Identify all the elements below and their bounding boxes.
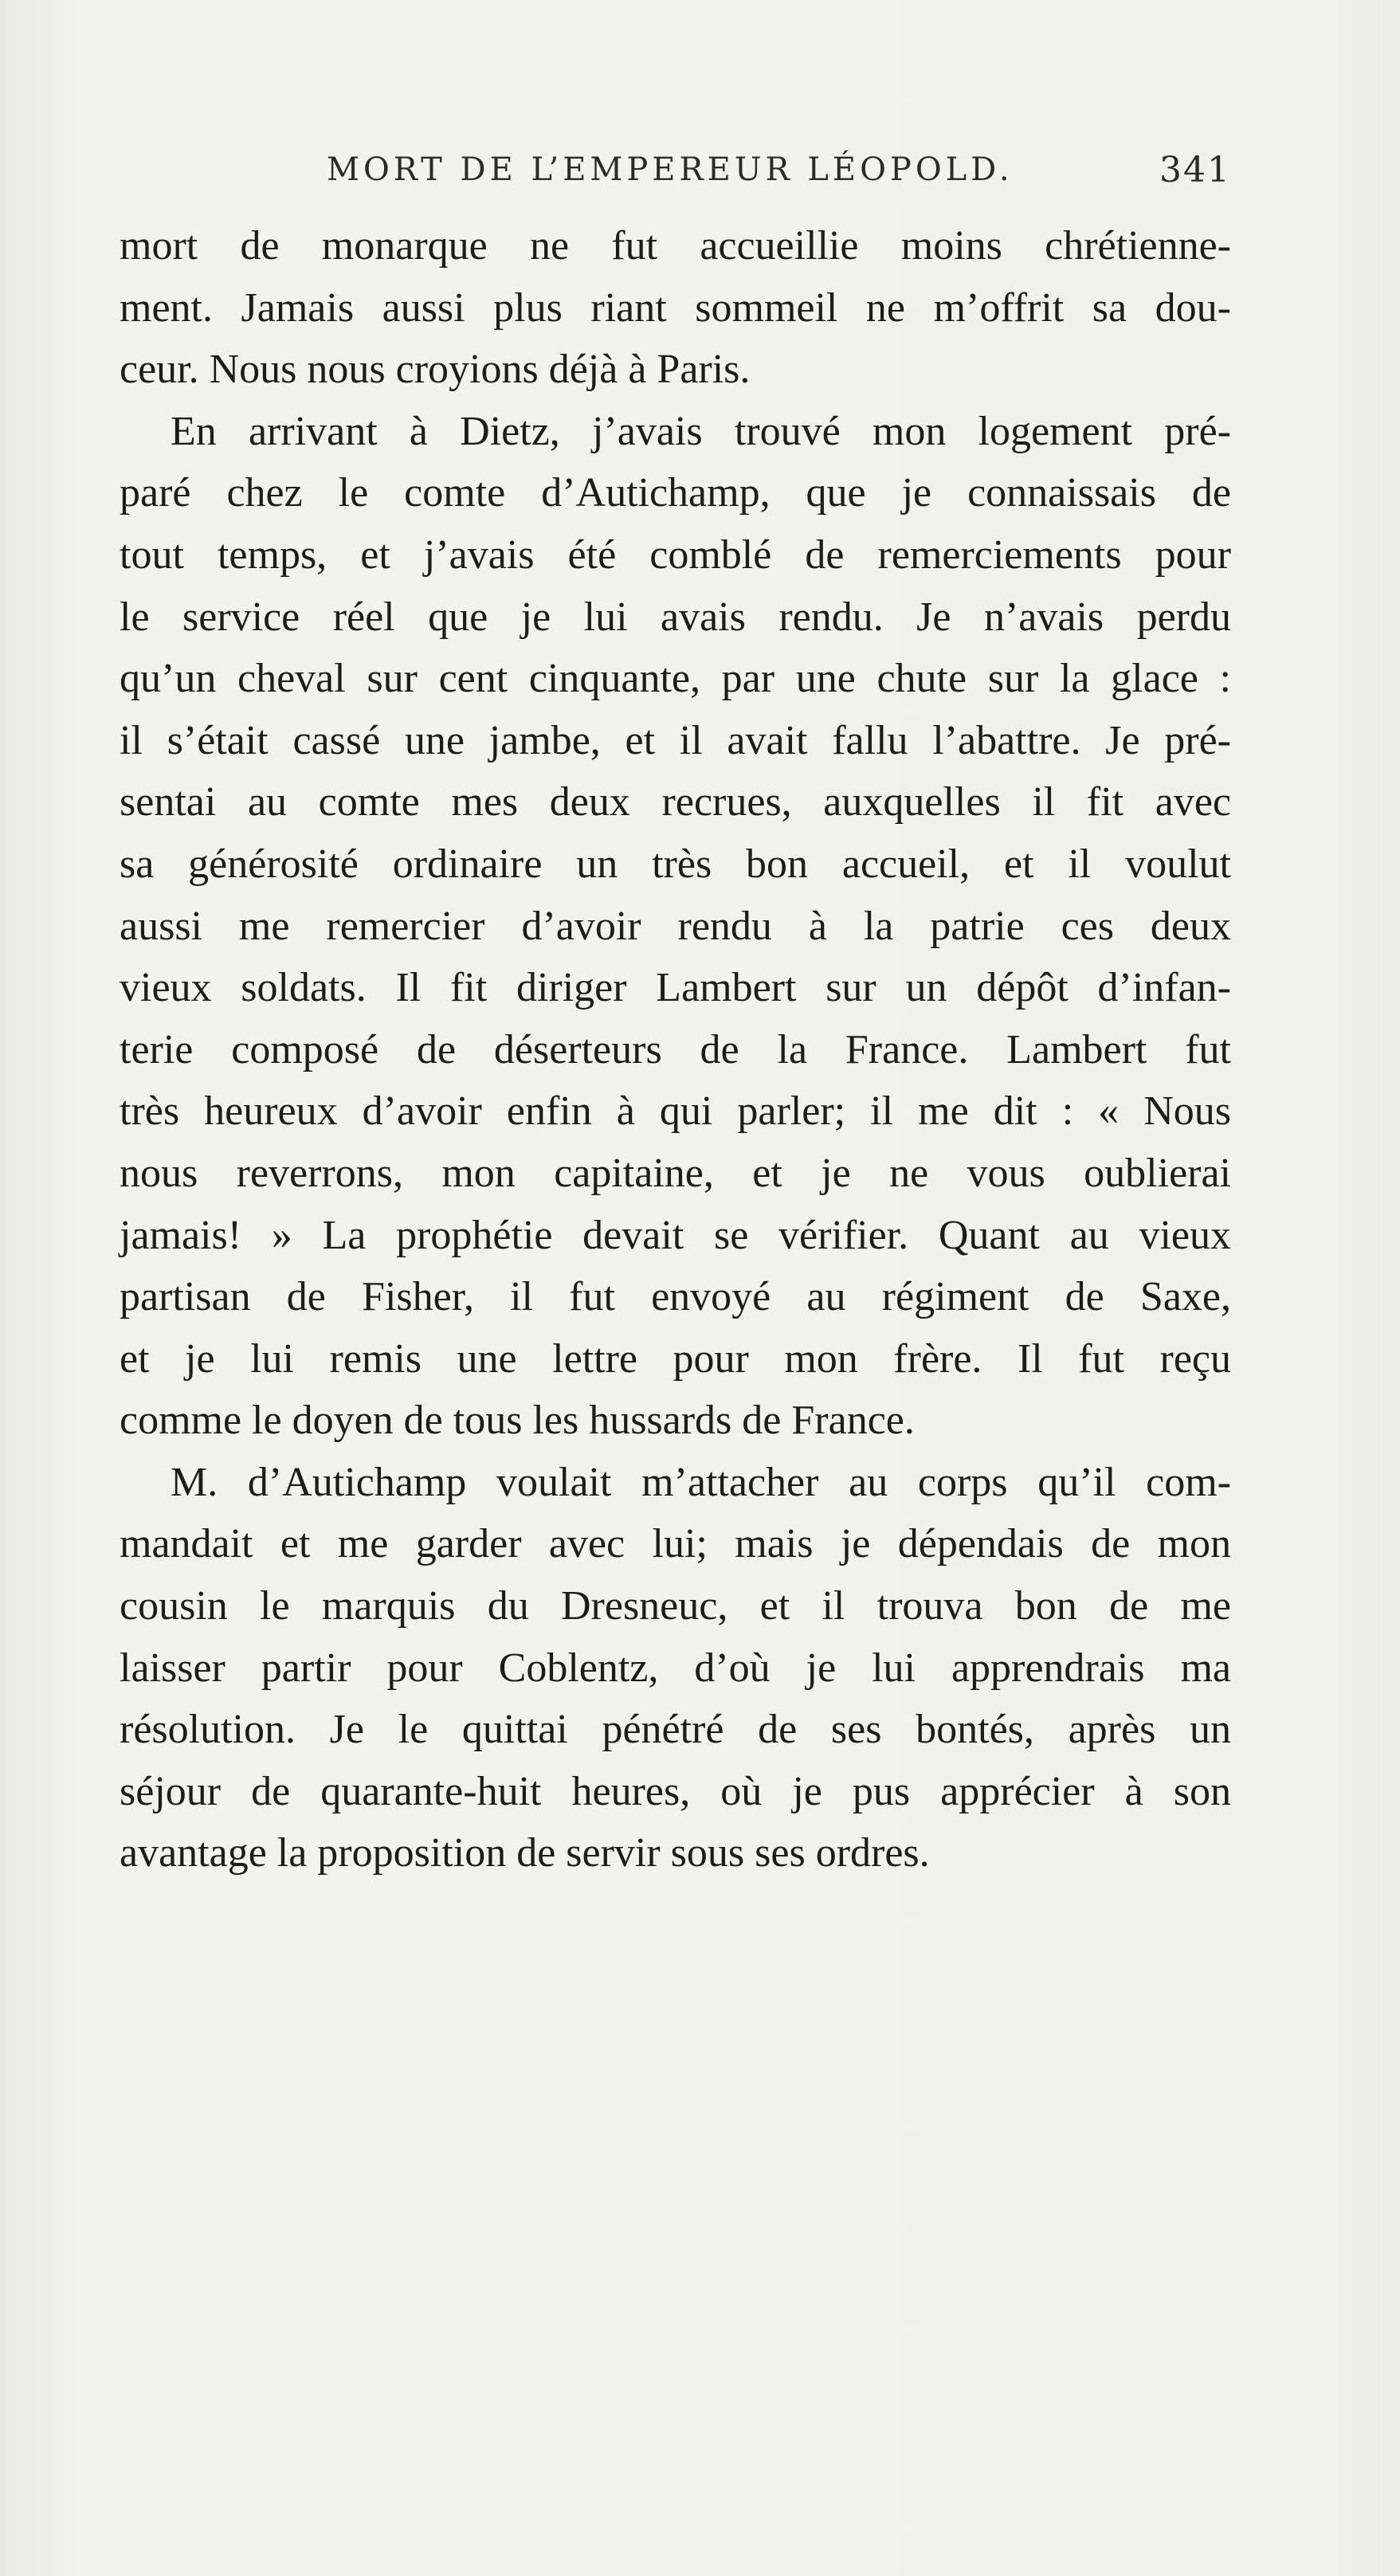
text-line: sentai au comte mes deux recrues, auxquelles il fit avec xyxy=(120,779,1231,825)
text-line: tout temps, et j’avais été comblé de remerciements pour xyxy=(120,531,1231,578)
page-number: 341 xyxy=(1159,150,1231,190)
text-line: terie composé de déserteurs de la France. Lambert fut xyxy=(120,1026,1231,1072)
text-line: paré chez le comte d’Autichamp, que je connaissais de xyxy=(120,470,1231,516)
running-head xyxy=(120,145,1231,201)
text-line: avantage la proposition de servir sous ses ordres. xyxy=(120,1830,930,1876)
text-line: vieux soldats. Il fit diriger Lambert sur un dépôt d’infan- xyxy=(120,965,1231,1011)
text-line: sa générosité ordinaire un très bon accueil, et il voulut xyxy=(120,841,1231,887)
text-line: il s’était cassé une jambe, et il avait fallu l’abattre. Je pré- xyxy=(120,717,1231,763)
text-line: qu’un cheval sur cent cinquante, par une chute sur la glace : xyxy=(120,656,1231,702)
text-line: laisser partir pour Coblentz, d’où je lui apprendrais ma xyxy=(120,1645,1231,1691)
text-line: et je lui remis une lettre pour mon frère. Il fut reçu xyxy=(120,1335,1231,1382)
text-line: M. d’Autichamp voulait m’attacher au corps qu’il com- xyxy=(171,1459,1231,1505)
text-line: nous reverrons, mon capitaine, et je ne vous oublierai xyxy=(120,1150,1231,1196)
text-line: très heureux d’avoir enfin à qui parler; il me dit : « Nous xyxy=(120,1088,1231,1135)
running-title: MORT DE L’EMPEREUR LÉOPOLD. xyxy=(327,151,1014,188)
text-line: séjour de quarante-huit heures, où je pus apprécier à son xyxy=(120,1768,1231,1814)
body-text xyxy=(120,215,1231,1884)
text-line: le service réel que je lui avais rendu. Je n’avais perdu xyxy=(120,594,1231,640)
text-line: résolution. Je le quittai pénétré de ses bontés, après un xyxy=(120,1707,1231,1753)
text-line: cousin le marquis du Dresneuc, et il trouva bon de me xyxy=(120,1583,1231,1629)
text-line: mandait et me garder avec lui; mais je dépendais de mon xyxy=(120,1521,1231,1567)
text-line: mort de monarque ne fut accueillie moins chrétienne- xyxy=(120,223,1231,269)
text-line: comme le doyen de tous les hussards de France. xyxy=(120,1398,915,1444)
text-line: ceur. Nous nous croyions déjà à Paris. xyxy=(120,347,751,393)
text-line: En arrivant à Dietz, j’avais trouvé mon logement pré- xyxy=(171,408,1231,454)
text-line: ment. Jamais aussi plus riant sommeil ne m’offrit sa dou- xyxy=(120,284,1231,331)
text-line: aussi me remercier d’avoir rendu à la patrie ces deux xyxy=(120,903,1231,949)
text-line: partisan de Fisher, il fut envoyé au régiment de Saxe, xyxy=(120,1274,1231,1320)
text-line: jamais! » La prophétie devait se vérifier. Quant au vieux xyxy=(120,1212,1231,1258)
